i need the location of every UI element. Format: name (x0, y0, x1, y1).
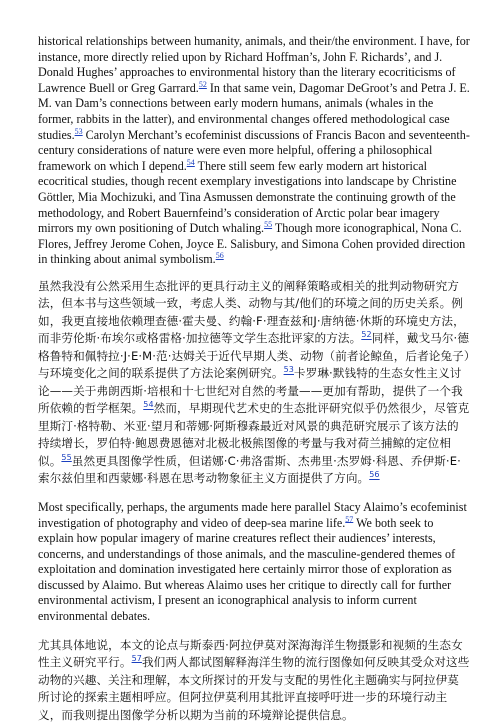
paragraph-english-2 (38, 500, 470, 625)
paragraph-text: 卡罗琳·默钱特的生态女性主义讨论——关于弗朗西斯·培根和十七世纪对自然的考量——更加有帮助，提供了一个我所依赖的哲学框架。 (38, 366, 463, 416)
footnote-link[interactable]: 53 (74, 126, 83, 136)
paragraph-chinese-2 (38, 637, 470, 724)
footnote-link[interactable]: 57 (345, 514, 354, 524)
footnote-link[interactable]: 54 (186, 157, 195, 167)
paragraph-text: 虽然我没有公然采用生态批评的更具行动主义的阐释策略或相关的批判动物研究方法，但本书与这些领域一致，考虑人类、动物与其/他们的环境之间的历史关系。例如，我更直接地依赖理查德·霍夫曼、约翰·F·理查兹和J·唐纳德·休斯的环境史方法，而非劳伦斯·布埃尔或格雷格·加拉德等文学生态批评家的方法。 (38, 278, 465, 346)
document-page (38, 34, 470, 724)
footnote-link[interactable]: 52 (361, 330, 372, 340)
footnote-link[interactable]: 56 (215, 251, 224, 261)
footnote-link[interactable]: 56 (369, 470, 380, 480)
paragraph-text: There still seem few early modern art historical ecocritical studies, though recent exemplary investigations into landscape by Christine Göttler, Mia Mochizuki, and Tina Asmussen demonstrate the continuing growth of the methodology, and Robert Bauernfeind’s consideration of Arctic polar bear imagery mirrors my own positioning of Dutch whaling. (38, 158, 457, 236)
footnote-link[interactable]: 55 (61, 453, 72, 463)
footnote-ref-56[interactable] (216, 251, 224, 260)
paragraph-text: historical relationships between humanity, animals, and their/the environment. I have, for instance, more directly relied upon by Richard Hoffman’s, John F. Richards’, and J. Donald Hughes’ approaches to environmental history than the literary ecocriticisms of Lawrence Buell or Greg Garrard. (38, 34, 470, 95)
footnote-ref-52[interactable] (361, 331, 371, 340)
paragraph-text: 然而，早期现代艺术史的生态批评研究似乎仍然很少，尽管克里斯汀·格特勒、米亚·望月和蒂娜·阿斯穆森最近对风景的典范研究展示了该方法的持续增长，罗伯特·鲍恩费恩德对北极北极熊图像的考量与我对荷兰捕鲸的定位相似。 (38, 401, 470, 468)
paragraph-text: 尤其具体地说，本文的论点与斯泰西·阿拉伊莫对深海海洋生物摄影和视频的生态女性主义研究平行。 (38, 637, 463, 670)
paragraph-chinese-1 (38, 278, 470, 488)
paragraph-text: We both seek to explain how popular imagery of marine creatures reflect their audiences’ interests, concerns, and understandings of those animals, and the masculine-gendered themes of exploitation and domination investigated here certainly mirror those of exploration as discussed by Alaimo. But whereas Alaimo uses her critique to directly call for further environmental activism, I present an iconographical analysis to inform current environmental debates. (38, 515, 456, 624)
paragraph-text: 虽然更具图像学性质，但诺娜·C·弗洛雷斯、杰弗里·杰罗姆·科恩、乔伊斯·E·索尔兹伯里和西蒙娜·科恩在思考动物象征主义方面提供了方向。 (38, 453, 461, 486)
paragraph-english-1 (38, 34, 470, 268)
footnote-link[interactable]: 53 (283, 365, 294, 375)
footnote-ref-53[interactable] (284, 366, 294, 375)
footnote-ref-54[interactable] (143, 401, 153, 410)
footnote-ref-56[interactable] (369, 471, 379, 480)
paragraph-text: 同样，戴戈马尔·德格鲁特和佩特拉·J·E·M·范·达姆关于近代早期人类、动物（前者论鲸鱼，后者论兔子）与环境变化之间的联系提供了方法论案例研究。 (38, 331, 470, 381)
paragraph-text: Though more iconographical, Nona C. Flores, Jeffrey Jerome Cohen, Joyce E. Salisbury, and Simona Cohen provided direction in thinking about animal symbolism. (38, 221, 466, 267)
footnote-ref-52[interactable] (199, 80, 207, 89)
footnote-ref-57[interactable] (132, 654, 142, 663)
footnote-ref-55[interactable] (264, 220, 272, 229)
footnote-ref-55[interactable] (61, 453, 71, 462)
footnote-link[interactable]: 52 (198, 79, 207, 89)
footnote-ref-53[interactable] (75, 127, 83, 136)
paragraph-text: Carolyn Merchant’s ecofeminist discussions of Francis Bacon and seventeenth-century considerations of nature were even more helpful, offering a philosophical framework on which I depend. (38, 127, 470, 173)
footnote-link[interactable]: 57 (131, 654, 142, 664)
footnote-link[interactable]: 54 (143, 400, 154, 410)
paragraph-text: 我们两人都试图解释海洋生物的流行图像如何反映其受众对这些动物的兴趣、关注和理解，本文所探讨的开发与支配的男性化主题确实与阿拉伊莫所讨论的探索主题相呼应。但阿拉伊莫利用其批评直接呼吁进一步的环境行动主义，而我则提出图像学分析以期为当前的环境辩论提供信息。 (38, 655, 470, 722)
paragraph-text: In that same vein, Dagomar DeGroot’s and Petra J. E. M. van Dam’s connections between early modern humans, animals (whales in the former, rabbits in the latter), and environmental changes offered methodological case studies. (38, 80, 470, 142)
footnote-link[interactable]: 55 (264, 220, 273, 230)
footnote-ref-54[interactable] (187, 158, 195, 167)
paragraph-text: Most specifically, perhaps, the arguments made here parallel Stacy Alaimo’s ecofeminist investigation of photography and video of deep-sea marine life. (38, 499, 467, 530)
